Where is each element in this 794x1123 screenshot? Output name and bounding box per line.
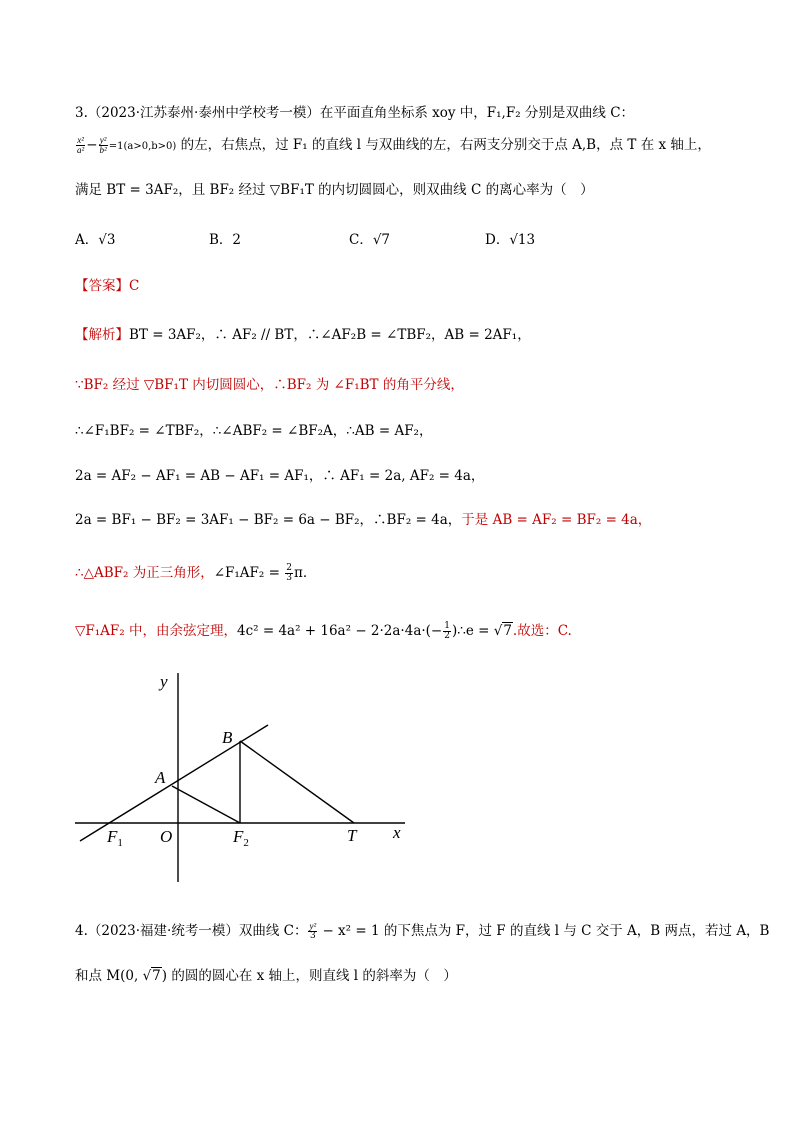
option-c[interactable]: C．√7 — [349, 232, 391, 248]
point-t-label: T — [347, 826, 357, 845]
analysis-line2: ∵BF₂ 经过 ▽BF₁T 内切圆圆心，∴BF₂ 为 ∠F₁BT 的角平分线， — [75, 377, 464, 393]
hyperbola-y-fraction: $\frac{\text{y²}}{\text{b²}}$ — [99, 135, 107, 155]
option-b[interactable]: B．2 — [209, 232, 242, 248]
segment-bt — [240, 741, 354, 823]
half-fraction: $\frac{1}{2}$ — [444, 621, 450, 641]
point-f1-label: $F_1$ — [107, 827, 123, 849]
geometry-figure — [60, 665, 430, 890]
axis-x-label: x — [393, 823, 401, 842]
analysis-line3: ∴∠F₁BF₂ = ∠TBF₂，∴∠ABF₂ = ∠BF₂A，∴AB = AF₂， — [75, 423, 433, 439]
angle-fraction: $\frac{2}{3}$ — [286, 563, 292, 583]
analysis-line7: ▽F₁AF₂ 中，由余弦定理，4c² = 4a² + 16a² − 2·2a·4a·(− $\frac{1}{2}$ )∴e = √7.故选：C. — [75, 621, 572, 641]
q3-stem-line2: $\frac{\text{x²}}{\text{a²}}$ − $\frac{\text{y²}}{\text{b²}}$ =1(a>0,b>0) 的左，右焦点，过 F₁ 的直线 l 与双曲线的左，右两支分别交于点 A,B，点 T 在 x 轴上， — [77, 135, 711, 155]
q4-stem-line2: 和点 M(0, √7) 的圆的圆心在 x 轴上，则直线 l 的斜率为（ ） — [75, 968, 457, 984]
analysis-line5: 2a = BF₁ − BF₂ = 3AF₁ − BF₂ = 6a − BF₂，∴BF₂ = 4a，于是 AB = AF₂ = BF₂ = 4a， — [75, 512, 652, 528]
analysis-line4: 2a = AF₂ − AF₁ = AB − AF₁ = AF₁，∴ AF₁ = 2a, AF₂ = 4a， — [75, 468, 485, 484]
analysis-line1: 【解析】BT = 3AF₂，∴ AF₂ // BT，∴∠AF₂B = ∠TBF₂，AB = 2AF₁， — [75, 327, 531, 343]
q4-stem-line1: 4.（2023·福建·统考一模）双曲线 C： $\frac{\text{y²}}{3}$ − x² = 1 的下焦点为 F，过 F 的直线 l 与 C 交于 A，B 两点，若过 A，B — [75, 921, 770, 941]
point-f2-label: $F_2$ — [233, 827, 249, 849]
hyperbola-y2-over-3: $\frac{\text{y²}}{3}$ — [309, 921, 317, 941]
axis-y-label: y — [160, 672, 168, 691]
segment-af2 — [172, 786, 240, 823]
hyperbola-x-fraction: $\frac{\text{x²}}{\text{a²}}$ — [77, 135, 85, 155]
analysis-label: 【解析】 — [75, 327, 129, 343]
origin-label: O — [160, 827, 173, 846]
answer-label: 【答案】C — [75, 278, 140, 294]
option-d[interactable]: D．√13 — [485, 232, 536, 248]
sqrt-seven-m: √7 — [142, 968, 161, 984]
point-b-label: B — [222, 728, 233, 747]
option-a[interactable]: A．√3 — [75, 232, 116, 248]
q3-stem-line3: 满足 BT = 3AF₂，且 BF₂ 经过 ▽BF₁T 的内切圆圆心，则双曲线 C 的离心率为（ ） — [75, 182, 594, 198]
point-a-label: A — [155, 768, 166, 787]
sqrt-seven: √7 — [493, 623, 512, 639]
q3-stem-line1: 3.（2023·江苏泰州·泰州中学校考一模）在平面直角坐标系 xoy 中，F₁,F₂ 分别是双曲线 C： — [75, 105, 635, 121]
analysis-line6: ∴△ABF₂ 为正三角形，∠F₁AF₂ = $\frac{2}{3}$ π． — [75, 563, 317, 583]
